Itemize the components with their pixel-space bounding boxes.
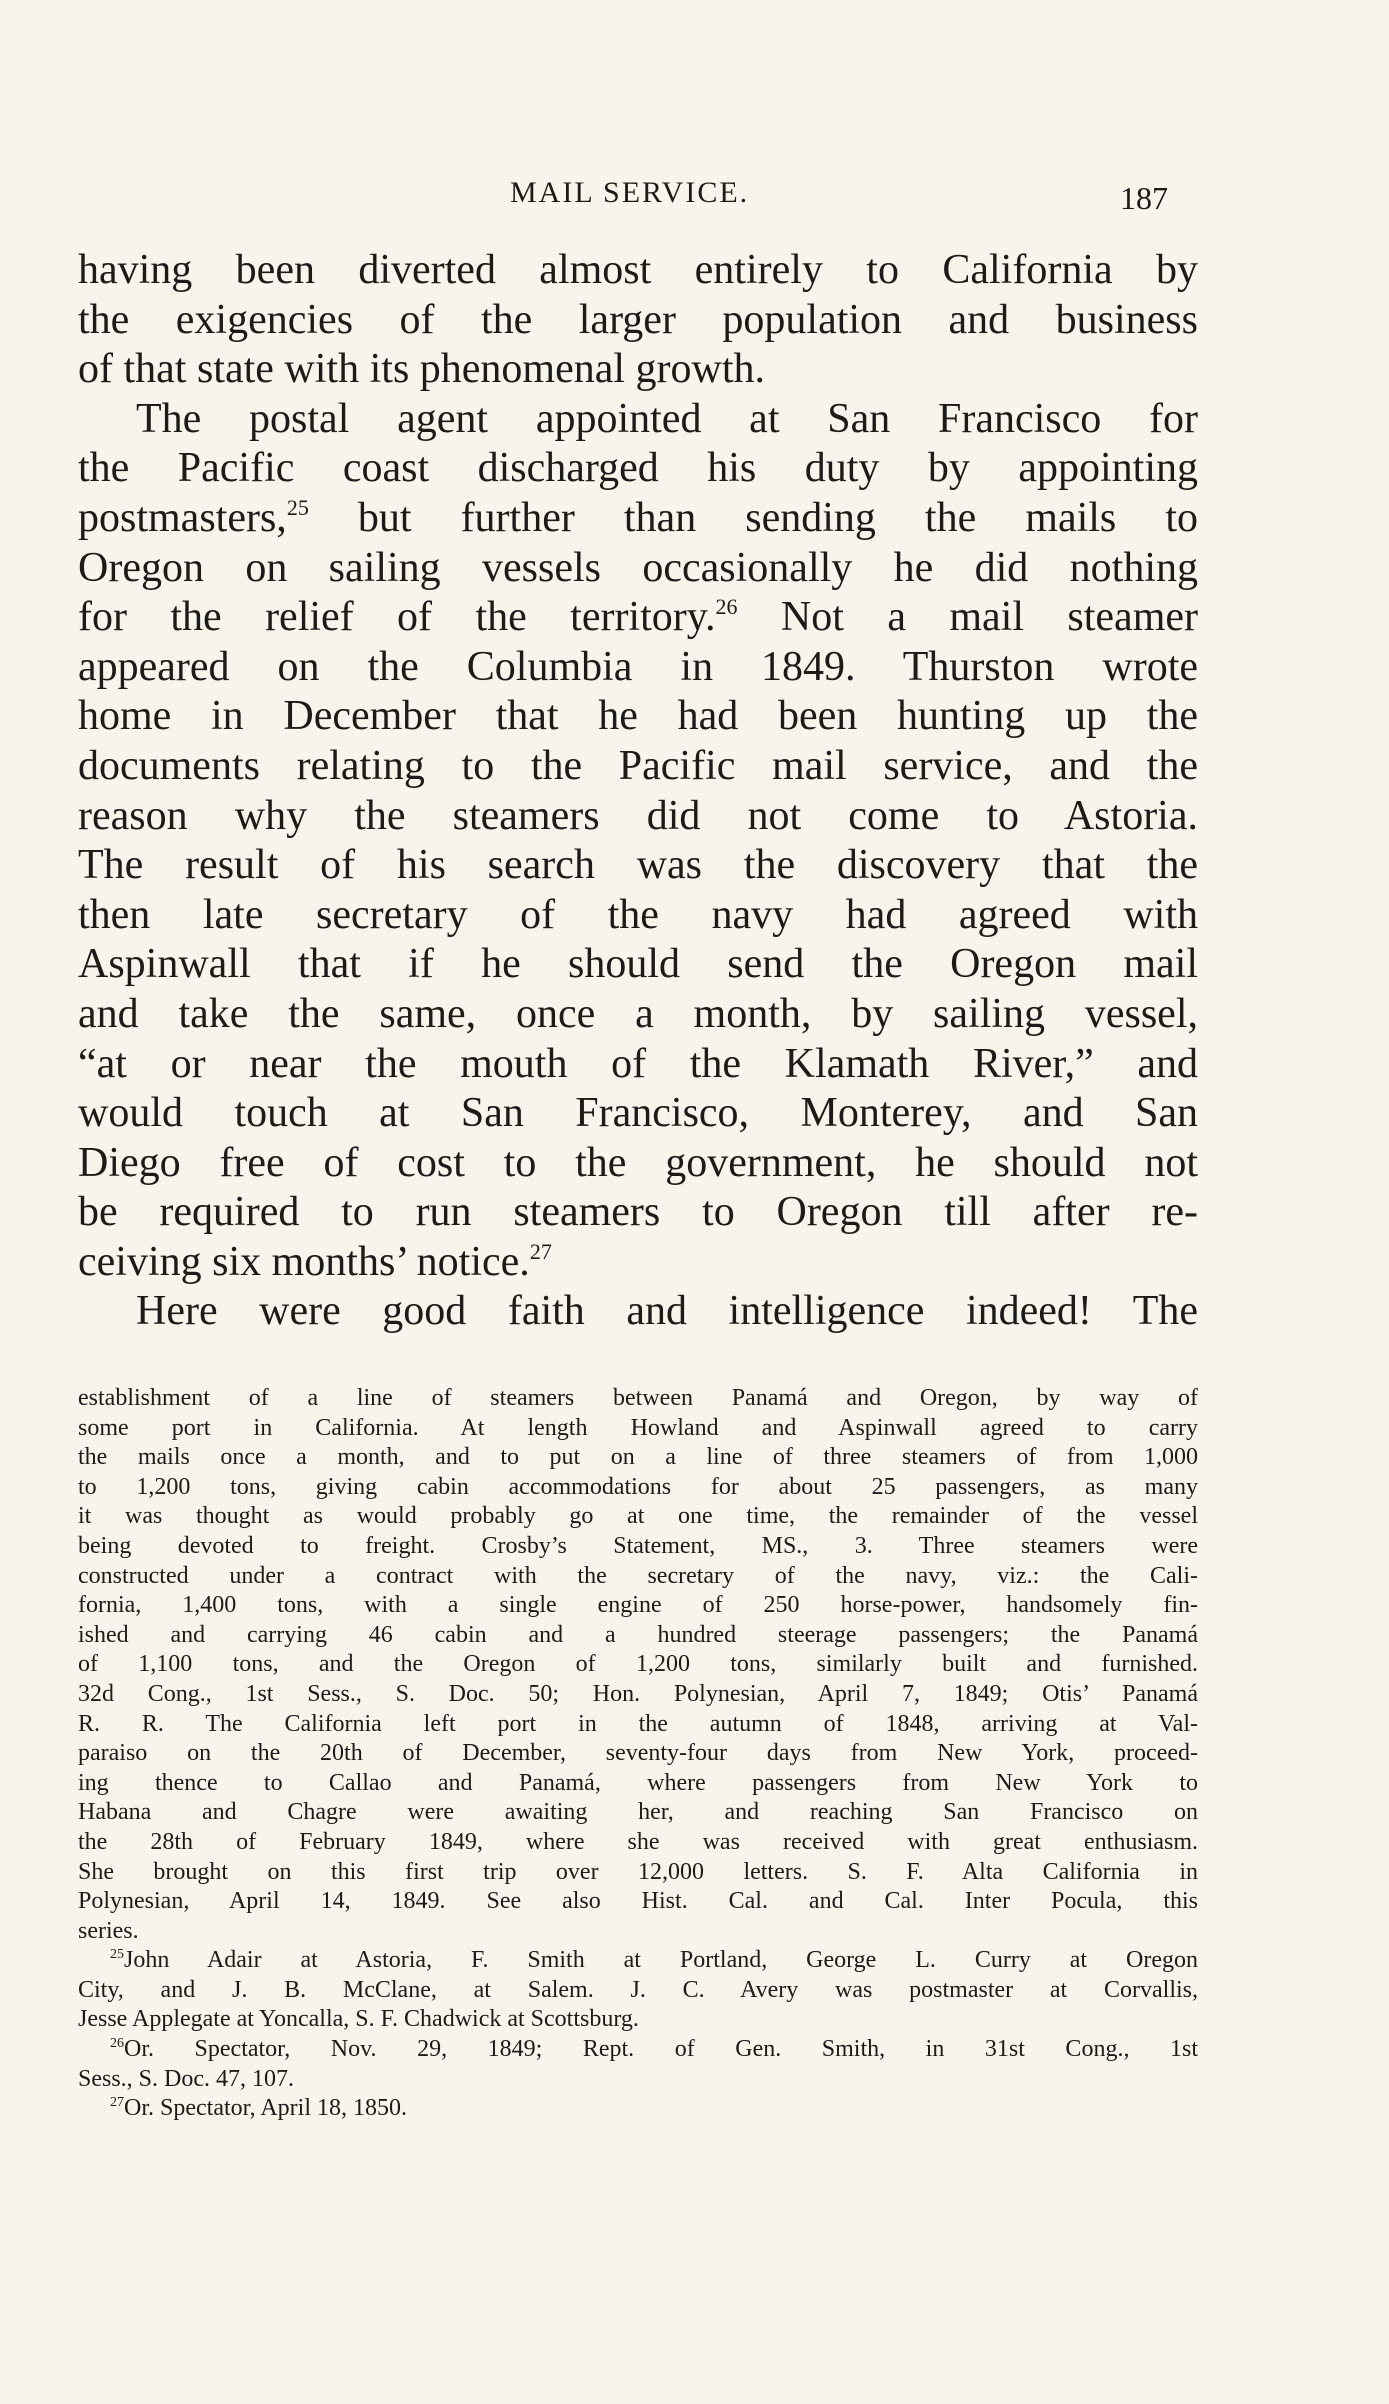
footnote-line: $^{26}$Or. Spectator, Nov. 29, 1849; Rept. of Gen. Smith, in 31st Cong., 1st: [110, 2036, 1198, 2063]
footnote-line: constructed under a contract with the secretary of the navy, viz.: the Cali-: [78, 1562, 1198, 1589]
footnote-line: City, and J. B. McClane, at Salem. J. C. Avery was postmaster at Corvallis,: [78, 1976, 1198, 2003]
body-line: be required to run steamers to Oregon till after re-: [78, 1189, 1198, 1236]
footnote-number: 25: [110, 1947, 124, 1963]
body-line: postmasters,$^{25}$ but further than sending the mails to: [78, 494, 1198, 541]
page-number: 187: [1120, 180, 1168, 216]
footnote-line: of 1,100 tons, and the Oregon of 1,200 tons, similarly built and furnished.: [78, 1651, 1198, 1678]
running-title: MAIL SERVICE.: [510, 176, 750, 209]
footnote-line: ing thence to Callao and Panamá, where passengers from New York to: [78, 1769, 1198, 1796]
body-line: Oregon on sailing vessels occasionally he did nothing: [78, 544, 1198, 591]
running-head: [0, 176, 1389, 216]
footnote-line: paraiso on the 20th of December, seventy-four days from New York, proceed-: [78, 1740, 1198, 1767]
body-line: The result of his search was the discovery that the: [78, 842, 1198, 889]
body-line: Diego free of cost to the government, he should not: [78, 1139, 1198, 1186]
footnote-ref: 27: [529, 1238, 552, 1264]
body-line: would touch at San Francisco, Monterey, and San: [78, 1090, 1198, 1137]
footnote-line: the mails once a month, and to put on a line of three steamers of from 1,000: [78, 1444, 1198, 1471]
body-line: having been diverted almost entirely to California by: [78, 247, 1198, 293]
body-line: documents relating to the Pacific mail service, and the: [78, 742, 1198, 789]
body-line: Here were good faith and intelligence indeed! The: [136, 1288, 1198, 1335]
body-line: “at or near the mouth of the Klamath River,” and: [78, 1040, 1198, 1087]
footnote-line: Habana and Chagre were awaiting her, and reaching San Francisco on: [78, 1799, 1198, 1826]
footnote-line: fornia, 1,400 tons, with a single engine of 250 horse-power, handsomely fin-: [78, 1592, 1198, 1619]
footnote-line: $^{25}$John Adair at Astoria, F. Smith at Portland, George L. Curry at Oregon: [110, 1947, 1198, 1974]
body-line: for the relief of the territory.$^{26}$ Not a mail steamer: [78, 594, 1198, 641]
footnote-line: ished and carrying 46 cabin and a hundred steerage passengers; the Panamá: [78, 1621, 1198, 1648]
footnote-line: Jesse Applegate at Yoncalla, S. F. Chadwick at Scottsburg.: [78, 2006, 639, 2033]
footnote-line: $^{27}$Or. Spectator, April 18, 1850.: [110, 2095, 408, 2122]
body-line: Aspinwall that if he should send the Oregon mail: [78, 941, 1198, 988]
body-text: [78, 246, 1198, 1337]
footnote-line: R. R. The California left port in the autumn of 1848, arriving at Val-: [78, 1710, 1198, 1737]
body-line: and take the same, once a month, by sailing vessel,: [78, 990, 1198, 1037]
body-line: ceiving six months’ notice.$^{27}$: [78, 1238, 552, 1285]
footnote-ref: 25: [286, 494, 309, 520]
footnote-line: Sess., S. Doc. 47, 107.: [78, 2065, 295, 2092]
footnote-line: the 28th of February 1849, where she was received with great enthusiasm.: [78, 1828, 1198, 1855]
body-line: reason why the steamers did not come to Astoria.: [78, 792, 1198, 839]
footnote-line: series.: [78, 1917, 139, 1944]
body-line: appeared on the Columbia in 1849. Thurston wrote: [78, 643, 1198, 690]
body-line: The postal agent appointed at San Francisco for: [136, 395, 1198, 442]
footnotes: [78, 1384, 1198, 2124]
footnote-line: to 1,200 tons, giving cabin accommodations for about 25 passengers, as many: [78, 1473, 1198, 1500]
footnote-line: She brought on this first trip over 12,000 letters. S. F. Alta California in: [78, 1858, 1198, 1885]
footnote-line: some port in California. At length Howland and Aspinwall agreed to carry: [78, 1414, 1198, 1441]
body-line: of that state with its phenomenal growth.: [78, 346, 766, 393]
footnote-number: 26: [110, 2036, 124, 2052]
footnote-ref: 26: [715, 594, 738, 620]
body-line: the Pacific coast discharged his duty by appointing: [78, 445, 1198, 492]
footnote-line: Polynesian, April 14, 1849. See also Hist. Cal. and Cal. Inter Pocula, this: [78, 1888, 1198, 1915]
footnote-line: 32d Cong., 1st Sess., S. Doc. 50; Hon. Polynesian, April 7, 1849; Otis’ Panamá: [78, 1680, 1198, 1707]
body-line: then late secretary of the navy had agreed with: [78, 891, 1198, 938]
body-line: home in December that he had been hunting up the: [78, 693, 1198, 740]
footnote-number: 27: [110, 2095, 124, 2111]
footnote-line: being devoted to freight. Crosby’s Statement, MS., 3. Three steamers were: [78, 1532, 1198, 1559]
body-line: the exigencies of the larger population and business: [78, 296, 1198, 343]
footnote-line: it was thought as would probably go at one time, the remainder of the vessel: [78, 1503, 1198, 1530]
footnote-line: establishment of a line of steamers between Panamá and Oregon, by way of: [78, 1385, 1198, 1411]
